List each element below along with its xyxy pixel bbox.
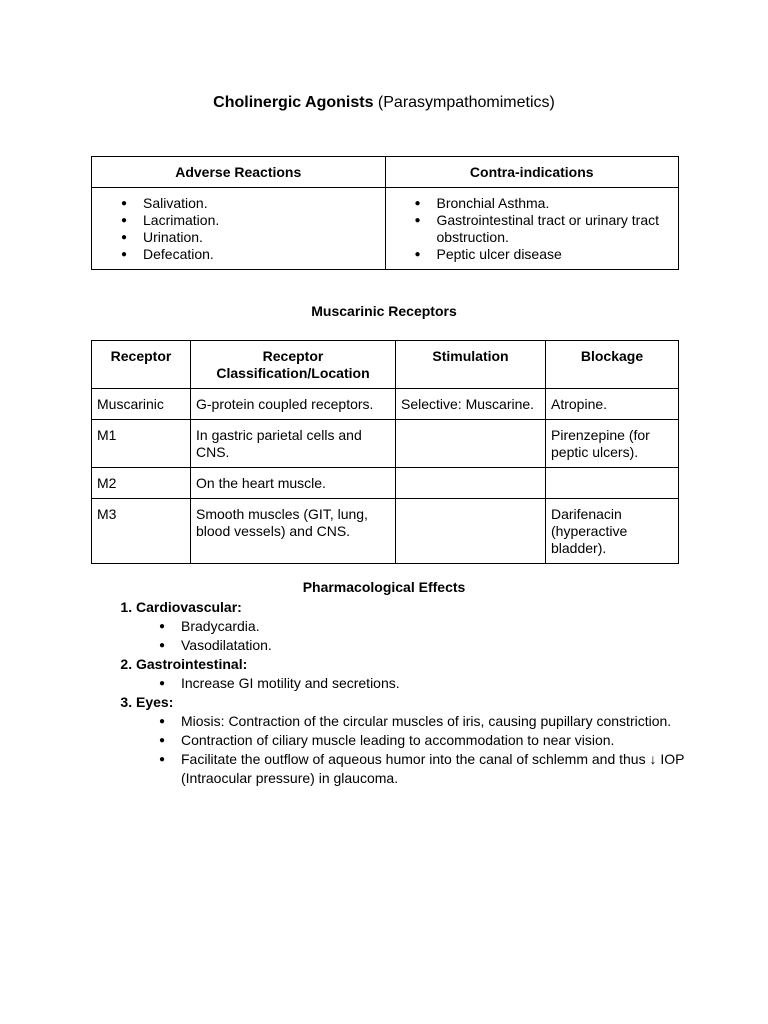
- table-row: [92, 420, 679, 468]
- pharmacological-effects: [112, 598, 692, 788]
- effect-heading: Eyes:: [136, 694, 174, 710]
- table-cell: [396, 420, 546, 468]
- effect-cardiovascular: [136, 598, 692, 655]
- list-item: ● Urination.: [143, 229, 379, 246]
- table-cell: Pirenzepine (for peptic ulcers).: [546, 420, 679, 468]
- effect-items: [136, 617, 692, 655]
- header-contra-indications: Contra-indications: [385, 157, 679, 188]
- table-cell: [396, 468, 546, 499]
- table-cell: In gastric parietal cells and CNS.: [191, 420, 396, 468]
- table-cell: G-protein coupled receptors.: [191, 389, 396, 420]
- adverse-reactions-list: [98, 195, 379, 263]
- effect-heading: Gastrointestinal:: [136, 656, 248, 672]
- table-cell: Atropine.: [546, 389, 679, 420]
- table-cell: M3: [92, 499, 191, 564]
- table-header-row: [92, 157, 679, 188]
- section-heading-muscarinic: Muscarinic Receptors: [311, 303, 457, 319]
- table-row: [92, 468, 679, 499]
- table-row: [92, 188, 679, 270]
- effect-items: [136, 712, 692, 788]
- header-stimulation: Stimulation: [396, 341, 546, 389]
- effect-heading: Cardiovascular:: [136, 599, 242, 615]
- adverse-reactions-cell: [92, 188, 386, 270]
- list-item: ● Contraction of ciliary muscle leading to accommodation to near vision.: [181, 731, 692, 750]
- table-cell: Smooth muscles (GIT, lung, blood vessels) and CNS.: [191, 499, 396, 564]
- muscarinic-receptors-table: [91, 340, 679, 564]
- list-item: ● Salivation.: [143, 195, 379, 212]
- title-main: Cholinergic Agonists: [213, 94, 374, 111]
- list-item: ● Bradycardia.: [181, 617, 692, 636]
- table-cell: M2: [92, 468, 191, 499]
- table-cell: Muscarinic: [92, 389, 191, 420]
- section-heading-effects: Pharmacological Effects: [302, 579, 466, 595]
- effect-eyes: [136, 693, 692, 788]
- list-item: ● Peptic ulcer disease: [437, 246, 673, 263]
- list-item: ● Miosis: Contraction of the circular muscles of iris, causing pupillary constriction.: [181, 712, 692, 731]
- table-header-row: [92, 341, 679, 389]
- table-cell: Selective: Muscarine.: [396, 389, 546, 420]
- header-adverse-reactions: Adverse Reactions: [92, 157, 386, 188]
- effect-items: [136, 674, 692, 693]
- list-item: ● Vasodilatation.: [181, 636, 692, 655]
- table-cell: Darifenacin (hyperactive bladder).: [546, 499, 679, 564]
- table-cell: On the heart muscle.: [191, 468, 396, 499]
- header-receptor: Receptor: [92, 341, 191, 389]
- effect-gastrointestinal: [136, 655, 692, 693]
- table-row: [92, 499, 679, 564]
- list-item: ● Increase GI motility and secretions.: [181, 674, 692, 693]
- table-cell: M1: [92, 420, 191, 468]
- adverse-contra-table: [91, 156, 679, 270]
- list-item: ● Gastrointestinal tract or urinary tract obstruction.: [437, 212, 673, 246]
- table-cell: [546, 468, 679, 499]
- table-row: [92, 389, 679, 420]
- list-item: ● Lacrimation.: [143, 212, 379, 229]
- effects-list: [112, 598, 692, 788]
- list-item: ● Facilitate the outflow of aqueous humor into the canal of schlemm and thus ↓ IOP (Intraocular pressure) in glaucoma.: [181, 750, 692, 788]
- table-cell: [396, 499, 546, 564]
- list-item: ● Bronchial Asthma.: [437, 195, 673, 212]
- header-classification: Receptor Classification/Location: [191, 341, 396, 389]
- header-blockage: Blockage: [546, 341, 679, 389]
- contra-indications-list: [392, 195, 673, 263]
- title-subtitle: (Parasympathomimetics): [373, 94, 555, 111]
- list-item: ● Defecation.: [143, 246, 379, 263]
- page-title: [0, 93, 768, 113]
- contra-indications-cell: [385, 188, 679, 270]
